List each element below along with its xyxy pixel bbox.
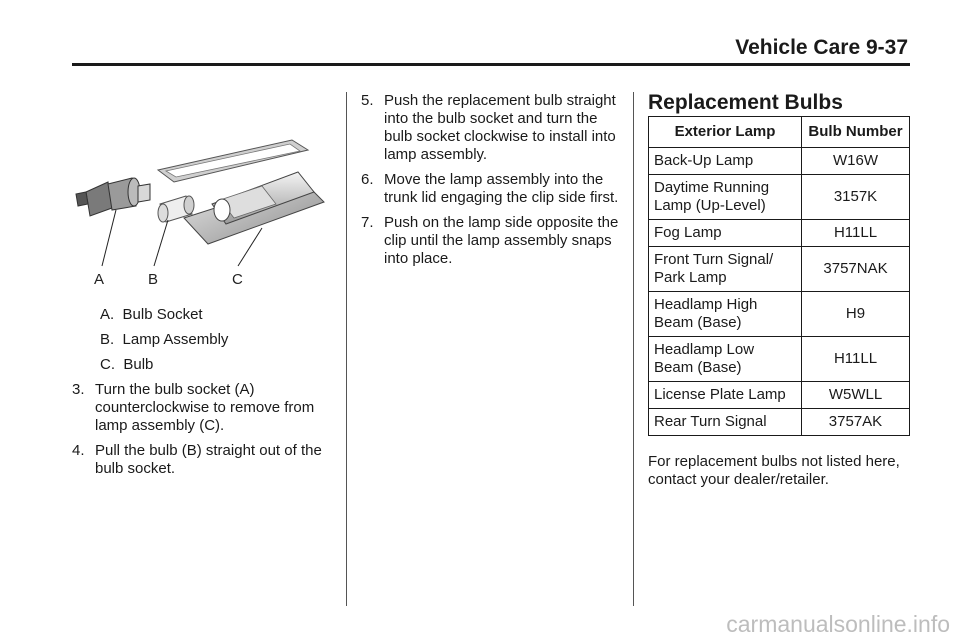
lamp-assembly-illustration bbox=[62, 120, 340, 300]
step-text: Push the replacement bulb straight into the bulb socket and turn the bulb socket clockwise to install into lamp assembly. bbox=[384, 92, 616, 163]
page-header-title: Vehicle Care 9-37 bbox=[735, 36, 908, 59]
step-text: Push on the lamp side opposite the clip until the lamp assembly snaps into place. bbox=[384, 214, 619, 267]
step-item bbox=[72, 381, 344, 435]
step-item bbox=[361, 214, 627, 268]
figure-legend bbox=[100, 306, 228, 381]
watermark: carmanualsonline.info bbox=[726, 611, 950, 637]
step-item bbox=[361, 92, 627, 164]
section-heading: Replacement Bulbs bbox=[648, 91, 843, 114]
table-cell-bulb: H11LL bbox=[802, 337, 910, 382]
bulb-socket-drawing bbox=[76, 178, 150, 216]
step-text: Turn the bulb socket (A) counterclockwise to remove from lamp assembly (C). bbox=[95, 381, 315, 434]
legend-label: Bulb bbox=[123, 356, 154, 373]
legend-label: Lamp Assembly bbox=[122, 331, 229, 348]
step-text: Pull the bulb (B) straight out of the bulb socket. bbox=[95, 442, 322, 477]
step-number: 6. bbox=[361, 171, 374, 188]
legend-label: Bulb Socket bbox=[122, 306, 203, 323]
replacement-note: For replacement bulbs not listed here, contact your dealer/retailer. bbox=[648, 453, 900, 488]
step-text: Move the lamp assembly into the trunk lid engaging the clip side first. bbox=[384, 171, 619, 206]
table-cell-bulb: 3157K bbox=[802, 175, 910, 220]
table-cell-bulb: W16W bbox=[802, 148, 910, 175]
table-cell-lamp: Rear Turn Signal bbox=[649, 409, 802, 436]
lamp-housing bbox=[184, 172, 324, 244]
legend-letter: B. bbox=[100, 331, 115, 348]
table-row bbox=[649, 247, 910, 292]
steps-left-column bbox=[72, 381, 344, 485]
column-header-exterior-lamp: Exterior Lamp bbox=[649, 117, 802, 148]
table-row bbox=[649, 382, 910, 409]
table-cell-lamp: Daytime Running Lamp (Up-Level) bbox=[649, 175, 802, 220]
callout-b: B bbox=[148, 271, 159, 288]
step-number: 4. bbox=[72, 442, 85, 459]
table-cell-lamp: License Plate Lamp bbox=[649, 382, 802, 409]
table-cell-bulb: 3757AK bbox=[802, 409, 910, 436]
legend-item bbox=[100, 356, 228, 374]
header-rule bbox=[72, 63, 910, 66]
table-row bbox=[649, 175, 910, 220]
lamp-gasket-frame bbox=[158, 140, 308, 182]
legend-letter: A. bbox=[100, 306, 115, 323]
column-header-bulb-number: Bulb Number bbox=[802, 117, 910, 148]
table-row bbox=[649, 409, 910, 436]
table-cell-lamp: Back-Up Lamp bbox=[649, 148, 802, 175]
step-number: 3. bbox=[72, 381, 85, 398]
table-cell-bulb: 3757NAK bbox=[802, 247, 910, 292]
table-row bbox=[649, 337, 910, 382]
column-divider-right bbox=[633, 92, 634, 606]
table-cell-lamp: Front Turn Signal/ Park Lamp bbox=[649, 247, 802, 292]
callout-a: A bbox=[94, 271, 105, 288]
table-cell-bulb: H9 bbox=[802, 292, 910, 337]
callout-c: C bbox=[232, 271, 243, 288]
replacement-bulbs-table bbox=[648, 116, 910, 436]
legend-letter: C. bbox=[100, 356, 115, 373]
table-row bbox=[649, 148, 910, 175]
table-cell-lamp: Headlamp Low Beam (Base) bbox=[649, 337, 802, 382]
table-row bbox=[649, 220, 910, 247]
step-item bbox=[72, 442, 344, 478]
table-cell-bulb: W5WLL bbox=[802, 382, 910, 409]
column-divider-left bbox=[346, 92, 347, 606]
table-header-row bbox=[649, 117, 910, 148]
step-number: 7. bbox=[361, 214, 374, 231]
steps-middle-column bbox=[361, 92, 627, 275]
step-number: 5. bbox=[361, 92, 374, 109]
legend-item bbox=[100, 306, 228, 324]
table-cell-lamp: Headlamp High Beam (Base) bbox=[649, 292, 802, 337]
legend-item bbox=[100, 331, 228, 349]
step-item bbox=[361, 171, 627, 207]
table-cell-lamp: Fog Lamp bbox=[649, 220, 802, 247]
table-row bbox=[649, 292, 910, 337]
table-cell-bulb: H11LL bbox=[802, 220, 910, 247]
